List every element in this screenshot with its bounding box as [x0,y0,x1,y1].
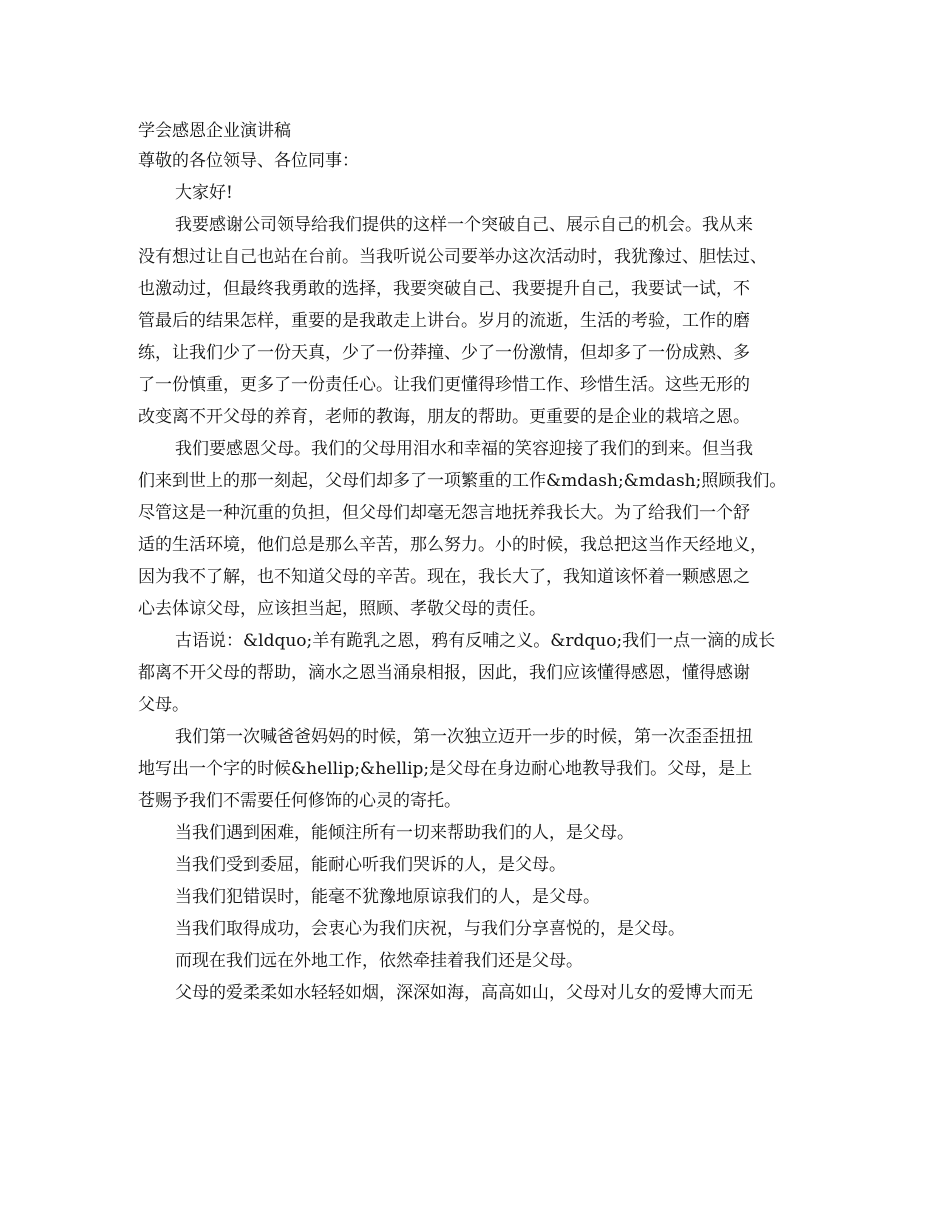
text-line: 我要感谢公司领导给我们提供的这样一个突破自己、展示自己的机会。我从来 [175,215,753,235]
text-line: 练，让我们少了一份天真，少了一份莽撞、少了一份激情，但却多了一份成熟、多 [138,343,750,363]
text-line: 也激动过，但最终我勇敢的选择，我要突破自己、我要提升自己，我要试一试，不 [138,279,750,299]
text-line: 当我们犯错误时，能毫不犹豫地原谅我们的人，是父母。 [175,887,600,907]
text-line: 当我们取得成功，会衷心为我们庆祝，与我们分享喜悦的，是父母。 [175,919,685,939]
text-line: 而现在我们远在外地工作，依然牵挂着我们还是父母。 [175,951,583,971]
text-line: 没有想过让自己也站在台前。当我听说公司要举办这次活动时，我犹豫过、胆怯过、 [138,247,767,267]
text-line: 我们第一次喊爸爸妈妈的时候，第一次独立迈开一步的时候，第一次歪歪扭扭 [175,727,753,747]
text-line: 因为我不了解，也不知道父母的辛苦。现在，我长大了，我知道该怀着一颗感恩之 [138,567,750,587]
text-line: 地写出一个字的时候&hellip;&hellip;是父母在身边耐心地教导我们。父母，是上 [138,759,753,779]
text-line: 当我们受到委屈，能耐心听我们哭诉的人，是父母。 [175,855,566,875]
text-line: 适的生活环境，他们总是那么辛苦，那么努力。小的时候，我总把这当作天经地义， [138,535,767,555]
text-line: 父母。 [138,695,189,715]
text-line: 了一份慎重，更多了一份责任心。让我们更懂得珍惜工作、珍惜生活。这些无形的 [138,375,750,395]
text-line: 古语说：&ldquo;羊有跪乳之恩，鸦有反哺之义。&rdquo;我们一点一滴的成长 [175,631,776,651]
text-line: 父母的爱柔柔如水轻轻如烟，深深如海，高高如山，父母对儿女的爱博大而无 [175,983,753,1003]
text-line: 都离不开父母的帮助，滴水之恩当涌泉相报，因此，我们应该懂得感恩，懂得感谢 [138,663,750,683]
text-line: 当我们遇到困难，能倾注所有一切来帮助我们的人，是父母。 [175,823,634,843]
text-line: 大家好! [175,183,233,203]
greeting-line: 尊敬的各位领导、各位同事： [138,151,359,171]
text-line: 们来到世上的那一刻起，父母们却多了一项繁重的工作&mdash;&mdash;照顾我们。 [138,471,787,491]
document-title: 学会感恩企业演讲稿 [138,121,291,141]
text-line: 心去体谅父母，应该担当起，照顾、孝敬父母的责任。 [138,599,546,619]
speech-text [138,177,820,1009]
text-line: 我们要感恩父母。我们的父母用泪水和幸福的笑容迎接了我们的到来。但当我 [175,439,753,459]
text-line: 尽管这是一种沉重的负担，但父母们却毫无怨言地抚养我长大。为了给我们一个舒 [138,503,750,523]
text-line: 苍赐予我们不需要任何修饰的心灵的寄托。 [138,791,461,811]
document-body [138,118,820,1009]
text-line: 改变离不开父母的养育，老师的教诲，朋友的帮助。更重要的是企业的栽培之恩。 [138,407,750,427]
text-line: 管最后的结果怎样，重要的是我敢走上讲台。岁月的流逝，生活的考验，工作的磨 [138,311,750,331]
